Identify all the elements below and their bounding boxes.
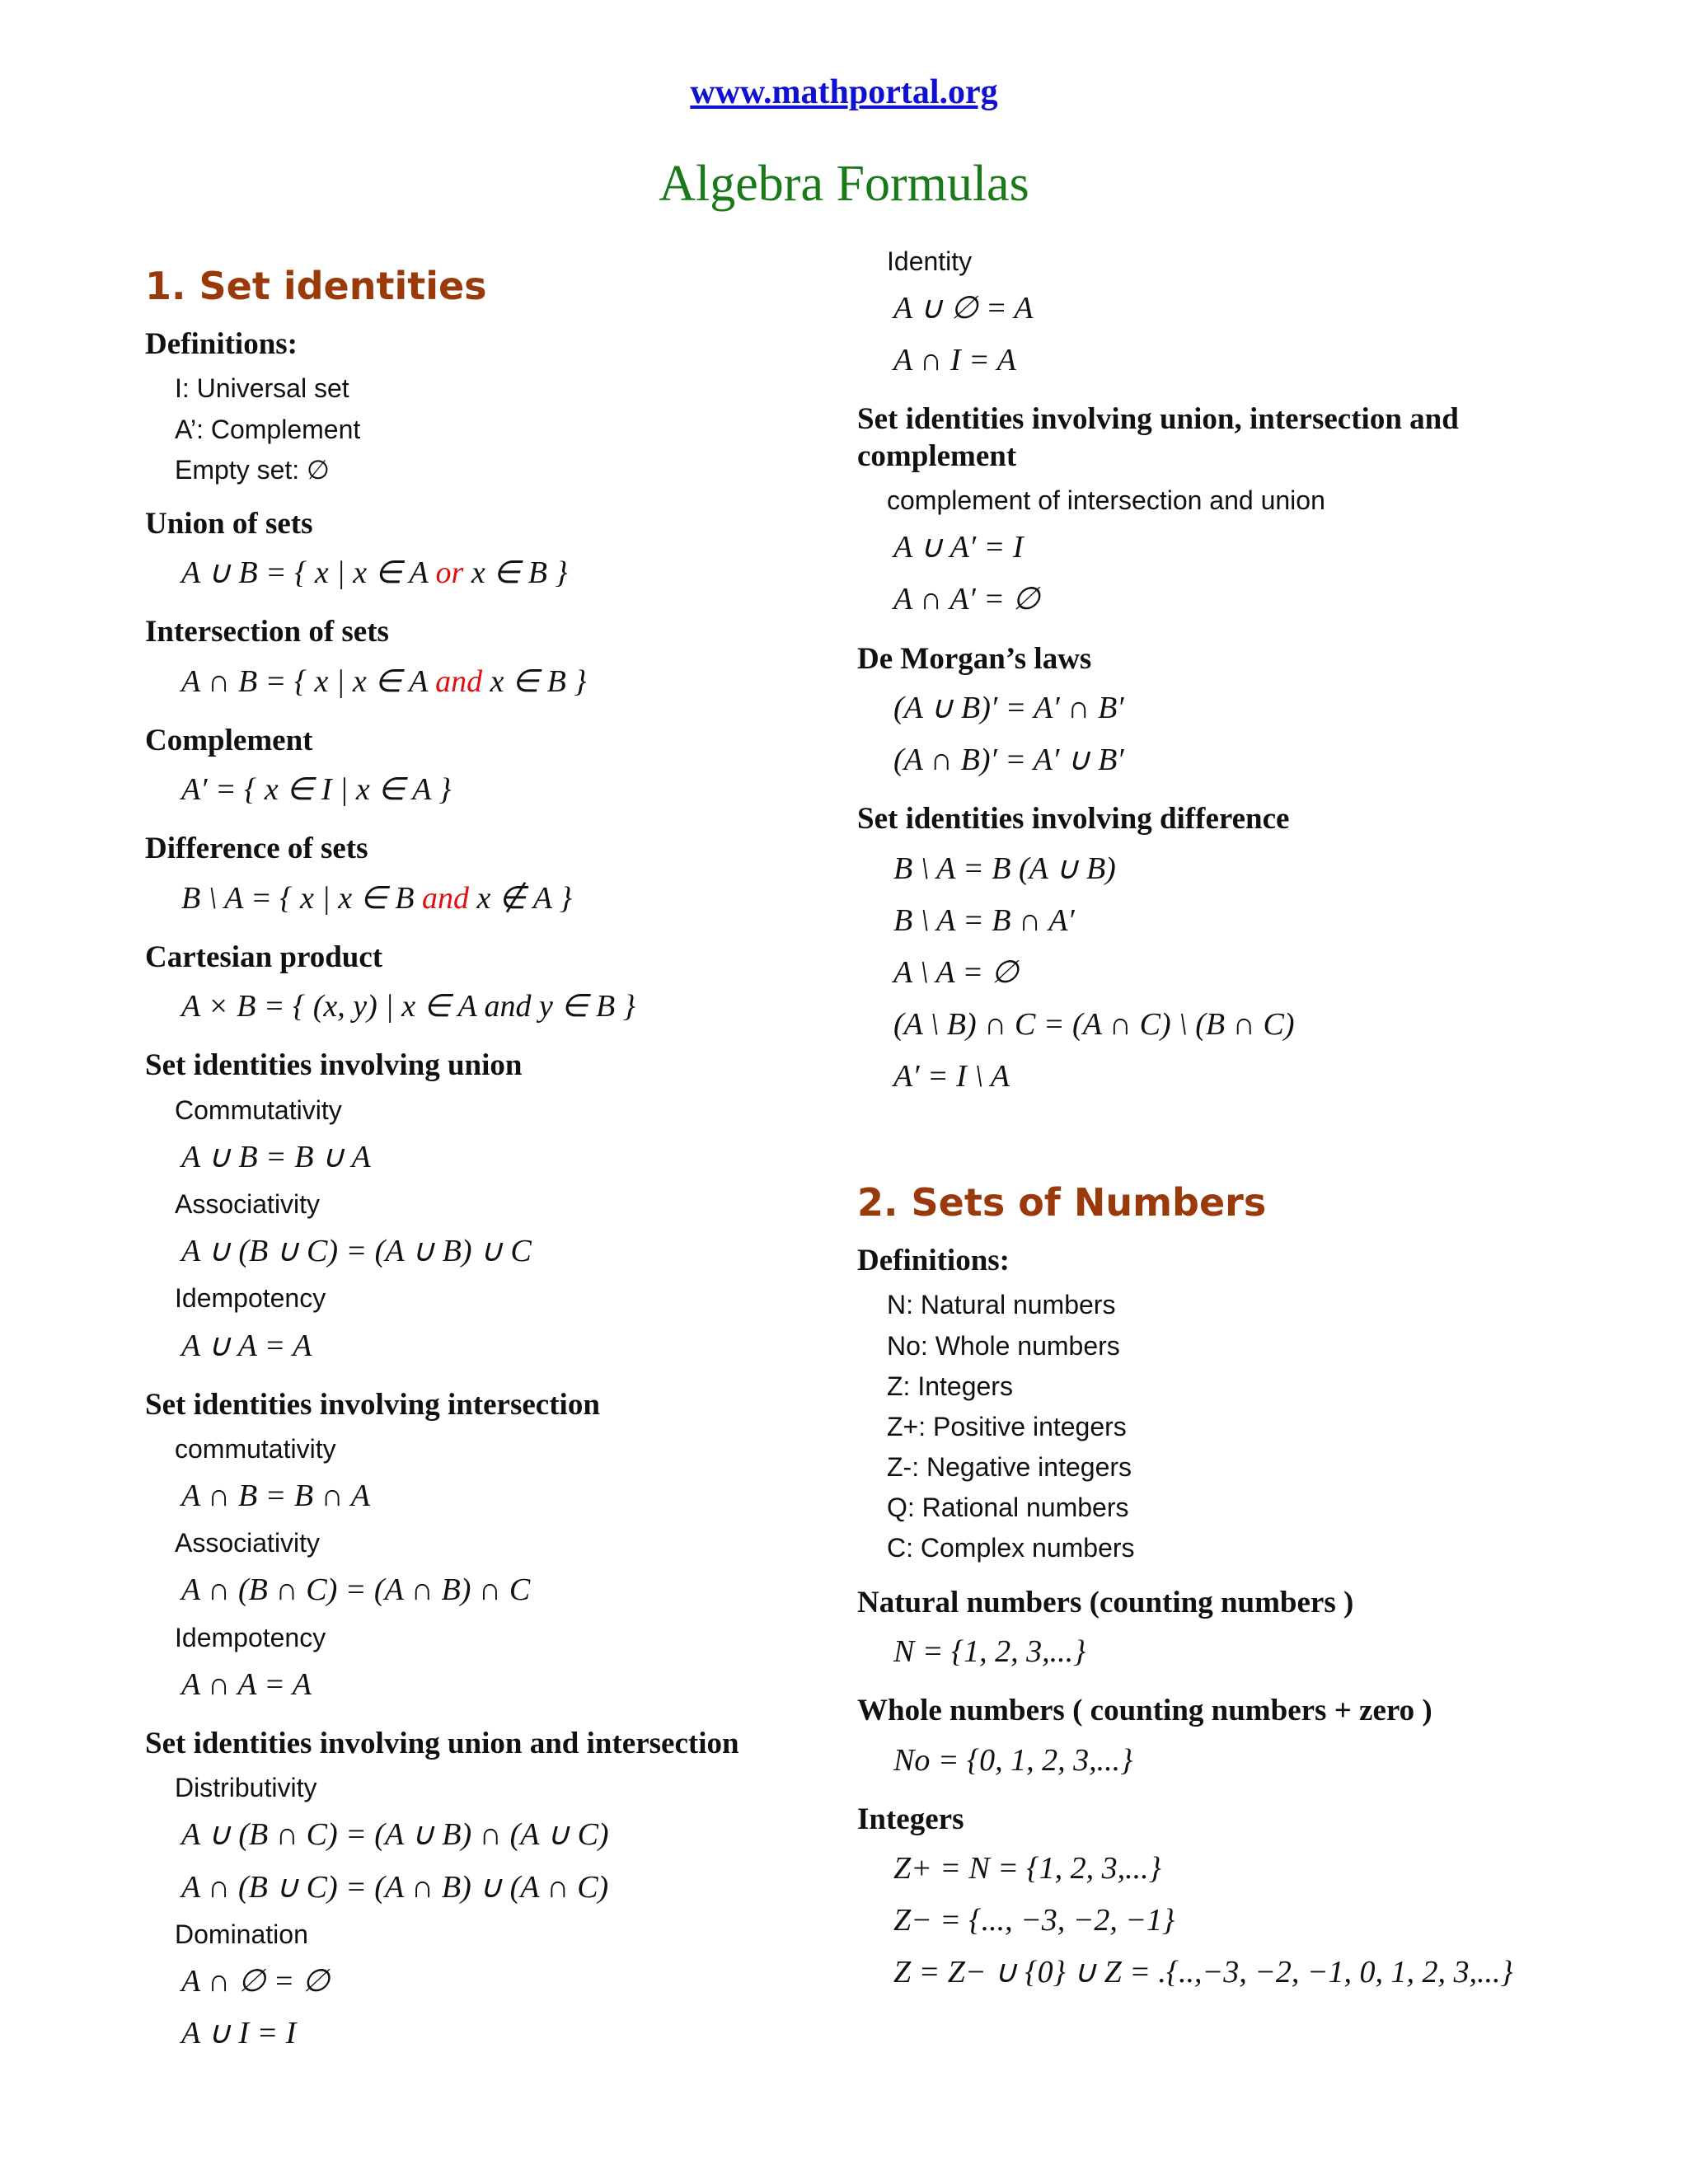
- integers-formula: Z = Z− ∪ {0} ∪ Z = .{..,−3, −2, −1, 0, 1, 2, 3,...}: [893, 1955, 1513, 1990]
- law-formula: A ∪ A′ = I: [893, 530, 1024, 565]
- integers-heading: Integers: [857, 1802, 964, 1836]
- law-label: Commutativity: [175, 1094, 342, 1125]
- law-formula: (A ∩ B)′ = A′ ∪ B′: [893, 743, 1124, 778]
- law-formula: A ∩ B = B ∩ A: [181, 1479, 371, 1514]
- union-intersection-heading: Set identities involving union and intersection: [145, 1726, 739, 1760]
- keyword-and: and: [435, 663, 483, 699]
- law-formula: A ∪ A = A: [181, 1328, 312, 1363]
- integers-formula: Z− = {..., −3, −2, −1}: [893, 1903, 1175, 1938]
- whole-numbers-heading: Whole numbers ( counting numbers + zero ): [857, 1694, 1432, 1728]
- union-formula: [181, 551, 854, 596]
- keyword-and: and: [421, 880, 469, 916]
- law-formula: A ∪ (B ∩ C) = (A ∪ B) ∩ (A ∪ C): [181, 1817, 609, 1853]
- cartesian-heading: Cartesian product: [145, 940, 383, 974]
- law-label: Distributivity: [175, 1773, 317, 1803]
- law-formula: A ∪ ∅ = A: [893, 291, 1034, 326]
- definition-item: I: Universal set: [175, 373, 349, 404]
- law-formula: A ∪ B = B ∪ A: [181, 1139, 371, 1174]
- difference-formula: [181, 876, 854, 921]
- law-formula: A ∩ A = A: [181, 1666, 312, 1702]
- number-set-definition: Z-: Negative integers: [887, 1452, 1132, 1483]
- formula-part: A ∪ B = { x | x ∈ A: [181, 555, 436, 591]
- intersection-identities-heading: Set identities involving intersection: [145, 1387, 600, 1422]
- whole-numbers-formula: No = {0, 1, 2, 3,...}: [893, 1742, 1133, 1778]
- definition-item: A’: Complement: [175, 414, 361, 444]
- number-set-definition: N: Natural numbers: [887, 1290, 1116, 1320]
- law-formula: A ∩ I = A: [893, 343, 1016, 378]
- complement-formula: A′ = { x ∈ I | x ∈ A }: [181, 772, 452, 808]
- union-heading: Union of sets: [145, 506, 313, 541]
- section-heading-set-identities: 1. Set identities: [145, 264, 487, 308]
- definitions-heading: Definitions:: [857, 1243, 1010, 1277]
- law-label: Domination: [175, 1919, 308, 1949]
- cartesian-formula: A × B = { (x, y) | x ∈ A and y ∈ B }: [181, 989, 635, 1024]
- integers-formula: Z+ = N = {1, 2, 3,...}: [893, 1851, 1161, 1886]
- intersection-heading: Intersection of sets: [145, 615, 389, 649]
- page-title: Algebra Formulas: [659, 156, 1029, 212]
- law-formula: A′ = I \ A: [893, 1058, 1010, 1094]
- law-formula: (A ∪ B)′ = A′ ∩ B′: [893, 690, 1124, 725]
- definitions-heading: Definitions:: [145, 327, 298, 361]
- number-set-definition: Z+: Positive integers: [887, 1411, 1127, 1441]
- natural-numbers-formula: N = {1, 2, 3,...}: [893, 1634, 1086, 1670]
- law-formula: A \ A = ∅: [893, 954, 1019, 990]
- law-label: complement of intersection and union: [887, 485, 1325, 516]
- law-label: Idempotency: [175, 1622, 326, 1652]
- formula-part: A ∩ B = { x | x ∈ A: [181, 663, 436, 699]
- law-formula: (A \ B) ∩ C = (A ∩ C) \ (B ∩ C): [893, 1006, 1295, 1042]
- law-formula: A ∩ (B ∩ C) = (A ∩ B) ∩ C: [181, 1572, 531, 1608]
- complement-heading: Complement: [145, 723, 313, 757]
- law-formula: A ∩ (B ∪ C) = (A ∩ B) ∪ (A ∩ C): [181, 1869, 609, 1905]
- law-label: Associativity: [175, 1528, 321, 1558]
- number-set-definition: Q: Rational numbers: [887, 1493, 1129, 1523]
- difference-identities-heading: Set identities involving difference: [857, 802, 1290, 837]
- law-formula: B \ A = B ∩ A′: [893, 902, 1075, 938]
- union-intersection-complement-heading: Set identities involving union, intersection and complement: [857, 402, 1459, 473]
- law-label: Idempotency: [175, 1283, 326, 1314]
- formula-part: B \ A = { x | x ∈ B: [181, 880, 422, 916]
- law-label: commutativity: [175, 1434, 336, 1464]
- law-label: Associativity: [175, 1189, 321, 1220]
- law-formula: A ∪ (B ∪ C) = (A ∪ B) ∪ C: [181, 1234, 532, 1269]
- site-link[interactable]: www.mathportal.org: [690, 73, 998, 111]
- natural-numbers-heading: Natural numbers (counting numbers ): [857, 1585, 1354, 1619]
- left-column: [145, 239, 854, 2063]
- definition-item: Empty set: ∅: [175, 454, 330, 485]
- law-formula: A ∩ A′ = ∅: [893, 582, 1040, 617]
- de-morgan-heading: De Morgan’s laws: [857, 641, 1092, 676]
- intersection-formula: [181, 659, 854, 705]
- union-identities-heading: Set identities involving union: [145, 1048, 523, 1083]
- section-heading-sets-of-numbers: 2. Sets of Numbers: [857, 1179, 1267, 1225]
- right-column: [857, 239, 1566, 2002]
- law-label: Identity: [887, 246, 973, 276]
- keyword-or: or: [435, 555, 464, 591]
- law-formula: B \ A = B (A ∪ B): [893, 851, 1116, 886]
- number-set-definition: C: Complex numbers: [887, 1533, 1135, 1563]
- formula-part: x ∈ B }: [482, 663, 587, 699]
- number-set-definition: Z: Integers: [887, 1371, 1013, 1401]
- difference-heading: Difference of sets: [145, 832, 368, 866]
- formula-part: x ∉ A }: [468, 880, 572, 916]
- formula-part: x ∈ B }: [463, 555, 568, 591]
- law-formula: A ∪ I = I: [181, 2015, 297, 2050]
- law-formula: A ∩ ∅ = ∅: [181, 1963, 330, 1999]
- number-set-definition: No: Whole numbers: [887, 1330, 1120, 1361]
